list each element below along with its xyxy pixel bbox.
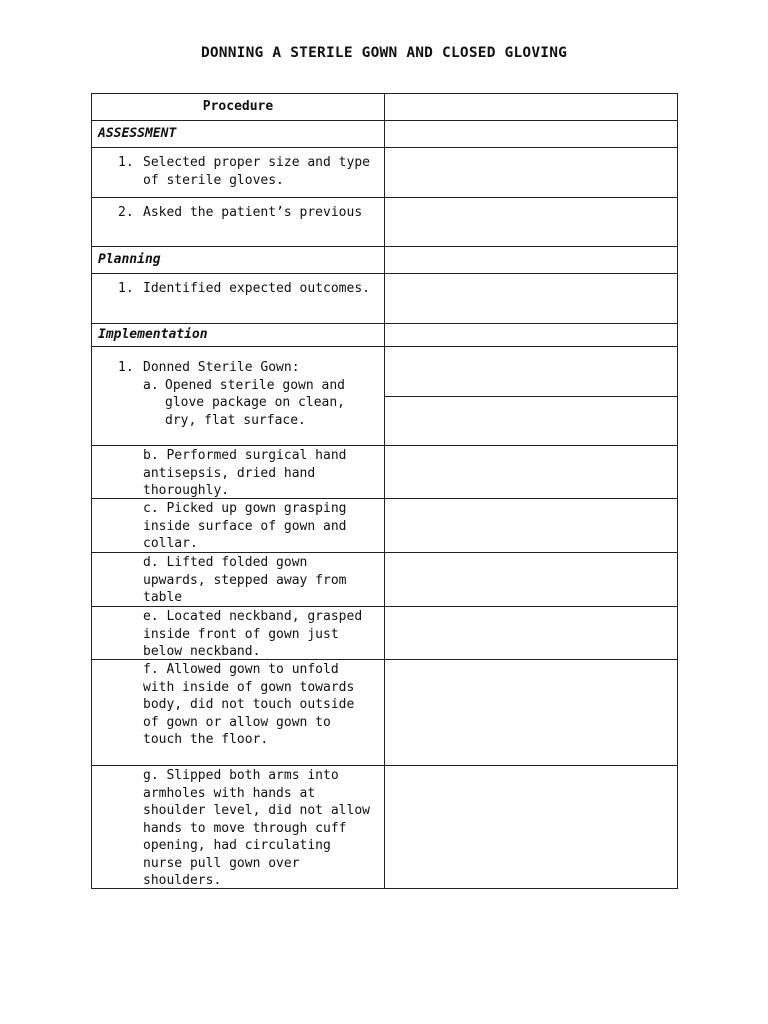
blank-cell: [385, 607, 677, 659]
table-row: [91, 765, 678, 889]
table-row: [91, 197, 678, 246]
table-row: [91, 498, 678, 552]
item-text: Identified expected outcomes.: [143, 281, 370, 296]
list-item: [118, 204, 376, 222]
blank-cell: [385, 766, 677, 888]
table-row: [91, 273, 678, 323]
header-blank-cell: [385, 94, 677, 120]
list-item: [118, 280, 376, 298]
item-text: Asked the patient’s previous: [143, 205, 363, 220]
table-row: [91, 606, 678, 659]
blank-cell: [385, 660, 677, 765]
item-number: 2.: [118, 205, 134, 220]
table-row: [91, 552, 678, 606]
blank-cell: [385, 396, 677, 446]
section-label-assessment: ASSESSMENT: [92, 121, 385, 147]
item-letter: a.: [143, 377, 159, 393]
list-item: [143, 377, 376, 430]
section-row-planning: [91, 246, 678, 273]
item-text: d. Lifted folded gown upwards, stepped away from table: [92, 553, 385, 606]
procedure-table: [91, 93, 678, 889]
table-row: [91, 445, 678, 498]
section-blank-cell: [385, 247, 677, 273]
item-number: 1.: [118, 155, 134, 170]
item-text: g. Slipped both arms into armholes with hands at shoulder level, did not allow hands to move through cuff opening, had circulating nurse pull gown over shoulders.: [92, 766, 385, 888]
table-header-row: [91, 93, 678, 120]
section-label-planning: Planning: [92, 247, 385, 273]
page-title: DONNING A STERILE GOWN AND CLOSED GLOVING: [200, 45, 568, 61]
section-label-implementation: Implementation: [92, 324, 385, 346]
table-row: [91, 659, 678, 765]
list-item: [118, 359, 376, 377]
blank-cell: [385, 446, 677, 498]
item-text: Donned Sterile Gown:: [143, 360, 300, 375]
table-row: [91, 147, 678, 197]
blank-cell: [385, 274, 677, 323]
item-text: f. Allowed gown to unfold with inside of gown towards body, did not touch outside of gown or allow gown to touch the floor.: [92, 660, 385, 765]
item-number: 1.: [118, 360, 134, 375]
item-text: Selected proper size and type of sterile gloves.: [143, 155, 370, 188]
item-text: c. Picked up gown grasping inside surface of gown and collar.: [92, 499, 385, 552]
item-text: b. Performed surgical hand antisepsis, dried hand thoroughly.: [92, 446, 385, 498]
blank-cell: [385, 553, 677, 606]
blank-cell: [385, 347, 677, 396]
list-item: [118, 154, 376, 189]
table-row: [91, 346, 678, 445]
section-blank-cell: [385, 121, 677, 147]
procedure-header: Procedure: [92, 94, 385, 120]
section-blank-cell: [385, 324, 677, 346]
section-row-implementation: [91, 323, 678, 346]
item-text: e. Located neckband, grasped inside front of gown just below neckband.: [92, 607, 385, 659]
blank-cell: [385, 198, 677, 246]
item-text: Opened sterile gown and glove package on clean, dry, flat surface.: [165, 377, 346, 428]
section-row-assessment: [91, 120, 678, 147]
blank-cell: [385, 499, 677, 552]
item-number: 1.: [118, 281, 134, 296]
blank-cell: [385, 148, 677, 197]
